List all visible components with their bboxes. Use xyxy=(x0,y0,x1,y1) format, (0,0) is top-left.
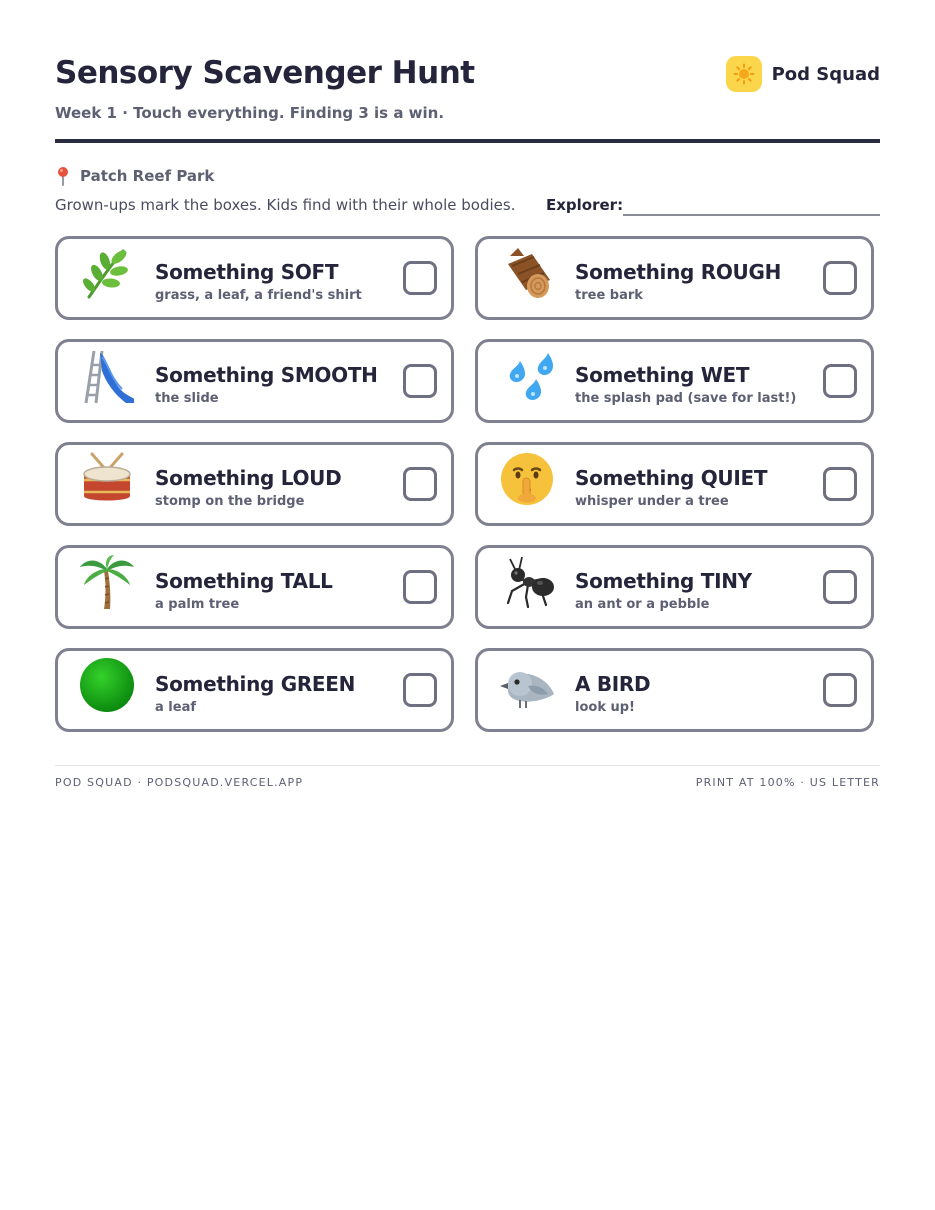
item-checkbox[interactable] xyxy=(403,364,437,398)
item-checkbox[interactable] xyxy=(823,467,857,501)
item-hint: tree bark xyxy=(575,288,643,303)
item-checkbox[interactable] xyxy=(403,673,437,707)
item-hint: the splash pad (save for last!) xyxy=(575,391,797,406)
sun-icon xyxy=(726,56,762,92)
item-hint: an ant or a pebble xyxy=(575,597,710,612)
item-title: Something QUIET xyxy=(575,466,768,490)
header xyxy=(55,0,880,146)
water-drops-icon xyxy=(498,347,556,405)
item-card-soft xyxy=(55,236,454,320)
item-hint: stomp on the bridge xyxy=(155,494,305,509)
footer-divider xyxy=(55,765,880,766)
page-title: Sensory Scavenger Hunt xyxy=(55,55,475,91)
explorer-name-field[interactable] xyxy=(623,214,880,216)
instructions: Grown-ups mark the boxes. Kids find with their whole bodies. xyxy=(55,196,516,214)
log-icon xyxy=(498,244,556,302)
item-card-tall xyxy=(55,545,454,629)
item-title: Something TALL xyxy=(155,569,333,593)
item-title: Something ROUGH xyxy=(575,260,782,284)
item-hint: whisper under a tree xyxy=(575,494,729,509)
pin-icon xyxy=(55,166,71,186)
herb-icon xyxy=(78,244,136,302)
worksheet-page xyxy=(55,0,880,789)
item-card-bird xyxy=(475,648,874,732)
item-card-quiet xyxy=(475,442,874,526)
item-card-green xyxy=(55,648,454,732)
item-checkbox[interactable] xyxy=(403,261,437,295)
item-checkbox[interactable] xyxy=(403,570,437,604)
item-hint: a palm tree xyxy=(155,597,240,612)
explorer-label: Explorer: xyxy=(546,196,624,214)
footer-print-note: PRINT AT 100% · US LETTER xyxy=(695,776,880,789)
item-checkbox[interactable] xyxy=(823,261,857,295)
location-name: Patch Reef Park xyxy=(80,167,215,185)
footer-site: POD SQUAD · PODSQUAD.VERCEL.APP xyxy=(55,776,304,789)
drum-icon xyxy=(78,450,136,508)
item-card-wet xyxy=(475,339,874,423)
header-divider xyxy=(55,139,880,143)
green-circle-icon xyxy=(78,656,136,714)
ant-icon xyxy=(498,553,556,611)
item-card-loud xyxy=(55,442,454,526)
item-checkbox[interactable] xyxy=(823,570,857,604)
slide-icon xyxy=(78,347,136,405)
bird-icon xyxy=(498,656,556,714)
location xyxy=(55,166,214,186)
item-title: Something WET xyxy=(575,363,750,387)
item-checkbox[interactable] xyxy=(403,467,437,501)
item-hint: look up! xyxy=(575,700,635,715)
shushing-face-icon xyxy=(498,450,556,508)
item-hint: grass, a leaf, a friend's shirt xyxy=(155,288,362,303)
item-title: Something LOUD xyxy=(155,466,342,490)
palm-tree-icon xyxy=(78,553,136,611)
item-card-smooth xyxy=(55,339,454,423)
item-checkbox[interactable] xyxy=(823,673,857,707)
item-title: Something SMOOTH xyxy=(155,363,378,387)
item-hint: a leaf xyxy=(155,700,196,715)
brand-name: Pod Squad xyxy=(771,63,880,85)
item-checkbox[interactable] xyxy=(823,364,857,398)
item-card-tiny xyxy=(475,545,874,629)
item-hint: the slide xyxy=(155,391,219,406)
page-subtitle: Week 1 · Touch everything. Finding 3 is a win. xyxy=(55,104,445,122)
item-title: A BIRD xyxy=(575,672,651,696)
item-title: Something GREEN xyxy=(155,672,356,696)
item-title: Something TINY xyxy=(575,569,752,593)
brand xyxy=(726,55,880,93)
item-card-rough xyxy=(475,236,874,320)
item-title: Something SOFT xyxy=(155,260,339,284)
